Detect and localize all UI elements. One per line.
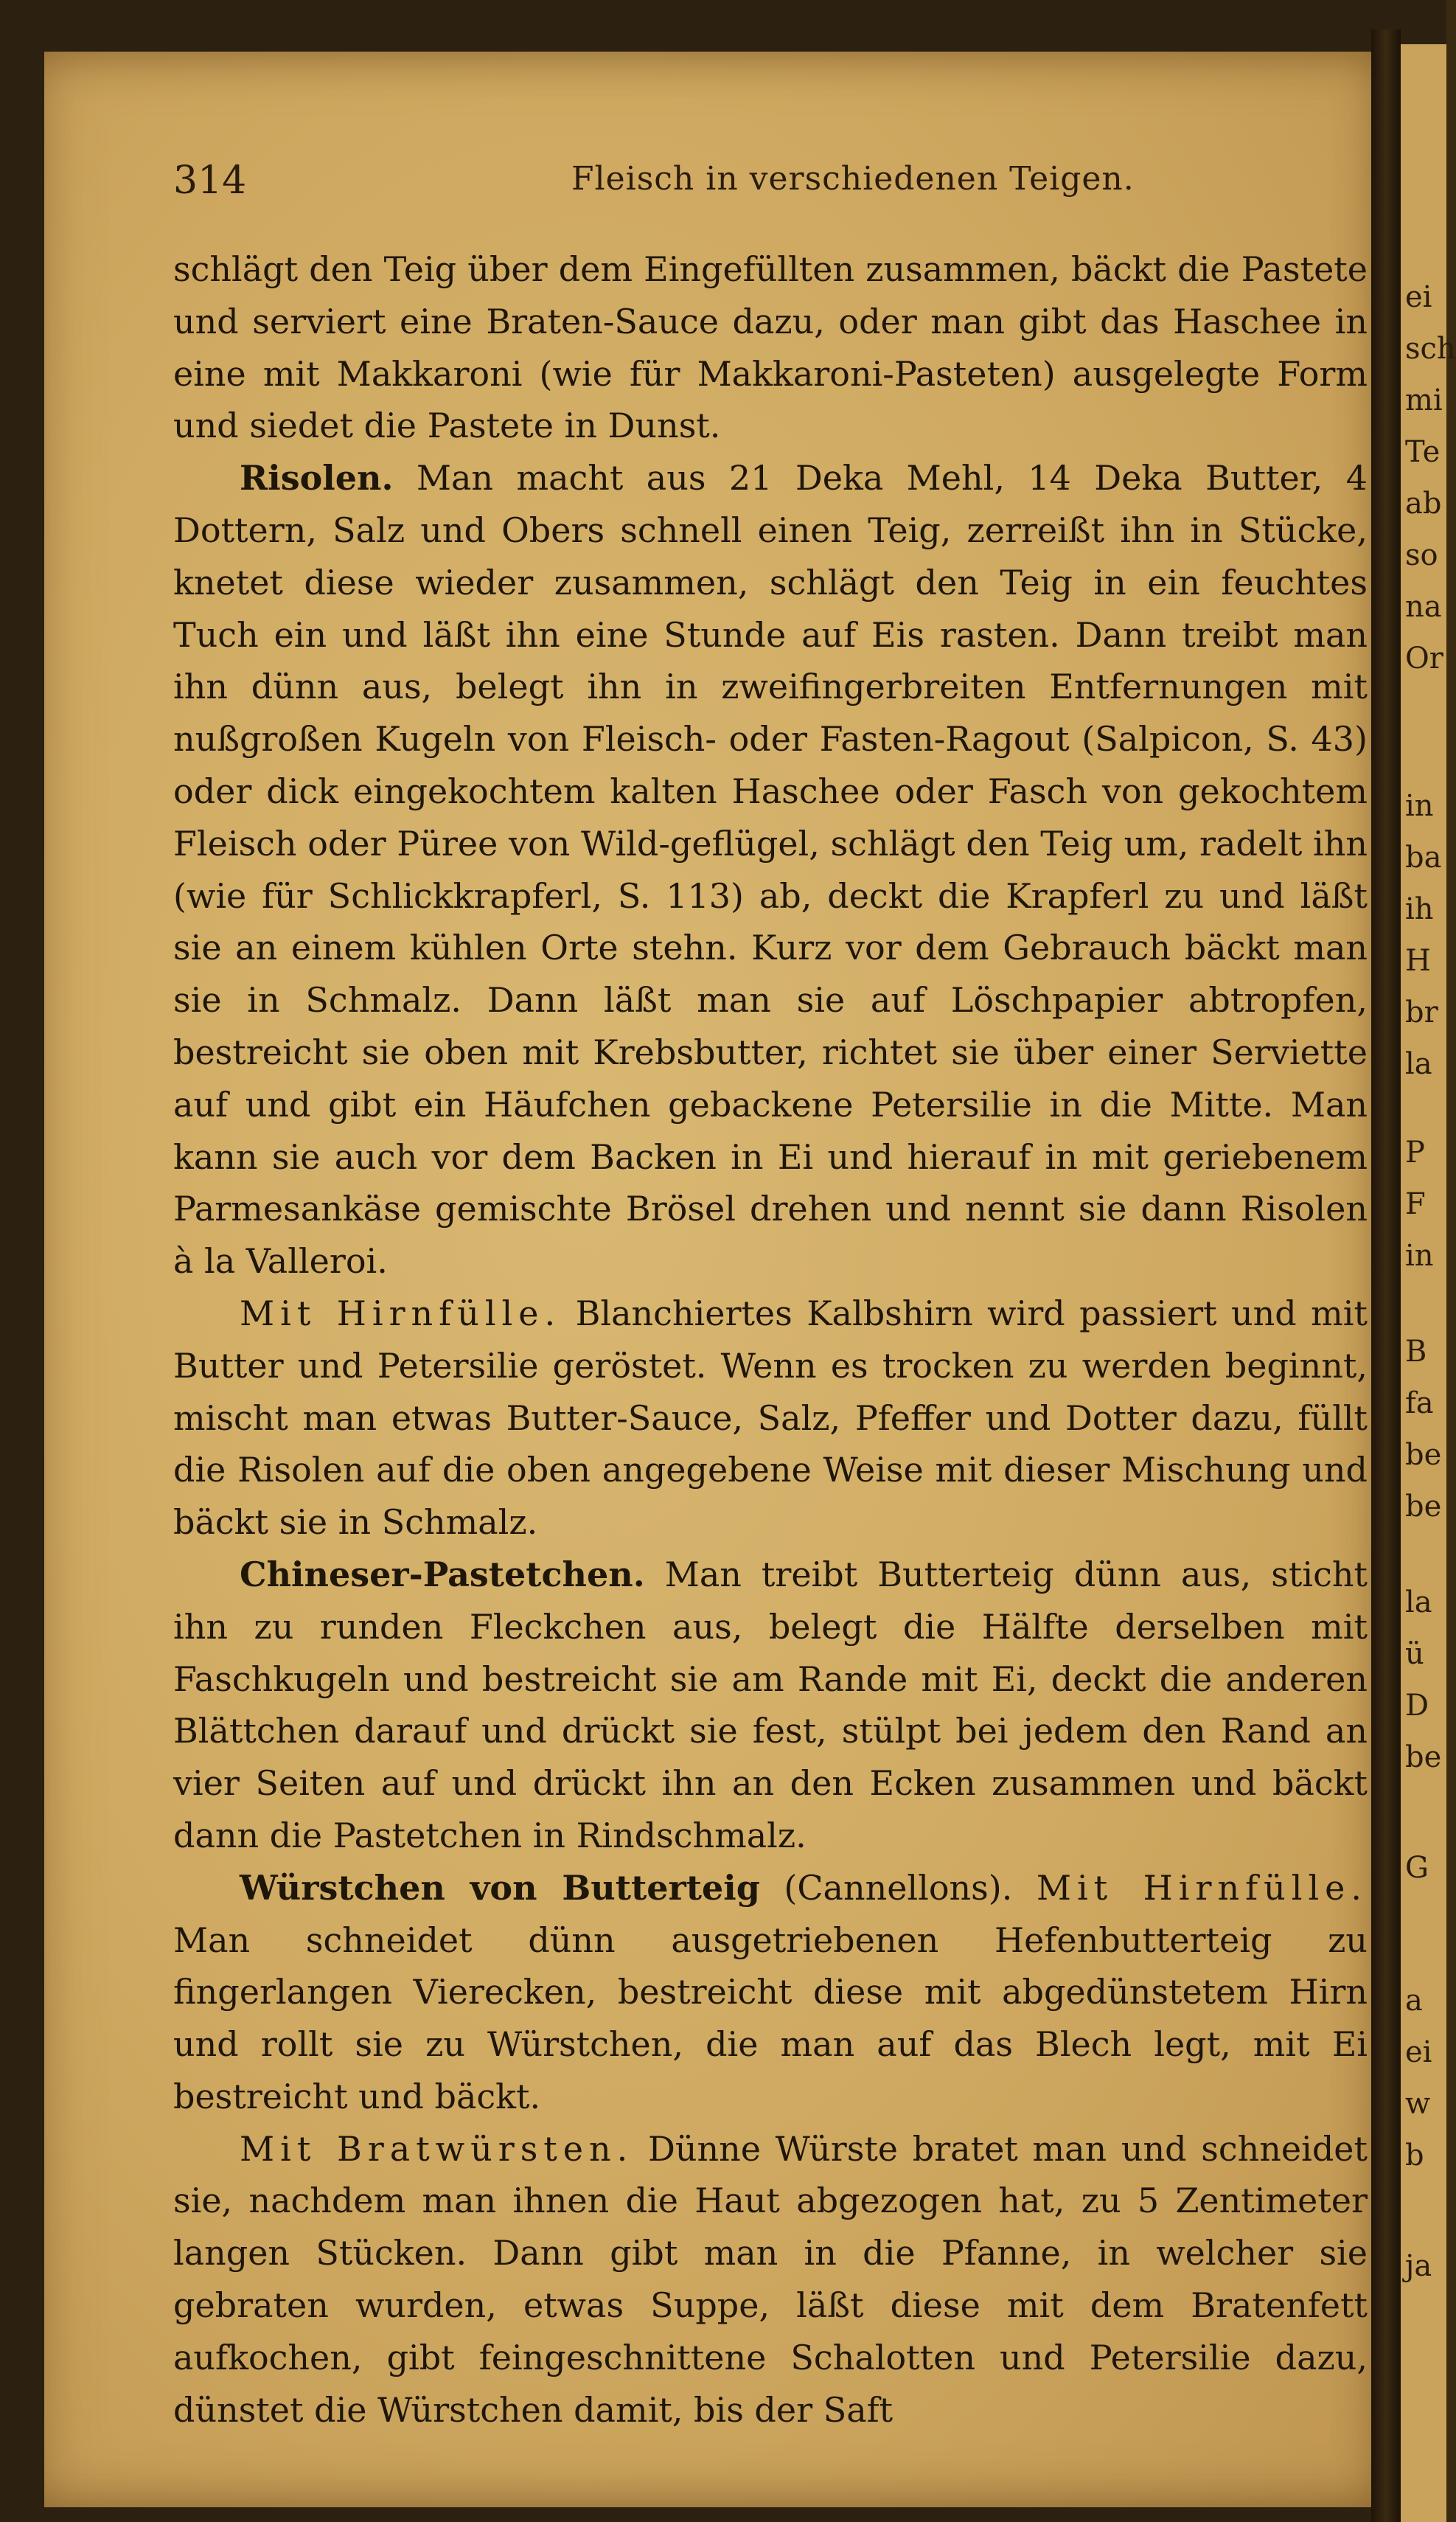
next-page-fragment: ih [1405,892,1434,926]
paragraph-risolen [173,452,1368,1288]
body-text [173,243,1368,2436]
next-page-fragment: ei [1405,2035,1432,2069]
next-page-fragment: Or [1405,642,1443,675]
variant-heading: Mit Hirnfülle. [240,1293,562,1333]
next-page-fragment: F [1405,1187,1426,1221]
next-page-fragment: P [1405,1136,1425,1170]
paragraph-text: Dünne Würste bratet man und schneidet sie, nachdem man ihnen die Haut abgezogen hat, zu 5 Zentimeter langen Stücken. Dann gibt man in die Pfanne, in welcher sie gebraten wurden, etwas Suppe, läßt diese mit dem Bratenfett aufkochen, gibt feingeschnittene Schalotten und Petersilie dazu, dünstet die Würstchen damit, bis der Saft [173,2128,1368,2430]
next-page-fragment: br [1405,996,1438,1029]
page-header [173,159,1368,210]
next-page-fragment: a [1405,1984,1423,2018]
paragraph-bratwuersten [173,2123,1368,2436]
next-page-fragment: fa [1405,1386,1434,1420]
next-page-fragment: so [1405,538,1438,572]
next-page-fragment: mi [1405,383,1443,417]
next-page-fragment: B [1405,1335,1427,1369]
recipe-heading: Chineser-Pastetchen. [240,1554,645,1594]
running-title: Fleisch in verschiedenen Teigen. [571,160,1135,198]
paragraph-wuerstchen [173,1862,1368,2123]
next-page-fragment: la [1405,1047,1432,1081]
next-page-fragment: la [1405,1585,1432,1619]
next-page-fragment: ja [1405,2249,1432,2283]
paragraph-text: Man schneidet dünn ausgetriebenen Hefenbutterteig zu fingerlangen Vierecken, bestreicht diese mit abgedünstetem Hirn und rollt sie zu Würstchen, die man auf das Blech legt, mit Ei bestreicht und bäckt. [173,1920,1368,2116]
next-page-fragment: ab [1405,487,1442,521]
next-page-fragment: H [1405,944,1431,978]
variant-heading: Mit Bratwürsten. [240,2128,634,2169]
paragraph-intro [173,243,1368,452]
next-page-fragment: in [1405,1239,1434,1273]
next-page-fragment: na [1405,590,1442,624]
paragraph-chineser [173,1549,1368,1862]
next-page-fragment: ü [1405,1637,1424,1671]
page-number: 314 [173,159,247,203]
next-page-fragment: be [1405,1490,1442,1524]
paragraph-hirnfuelle [173,1288,1368,1549]
next-page-fragment: D [1405,1689,1429,1723]
next-page-fragment: in [1405,789,1434,823]
next-page-fragment: sch [1405,332,1456,366]
variant-heading: Mit Hirnfülle. [1036,1867,1368,1908]
recipe-heading-latin: (Cannellons). [784,1867,1013,1908]
book-gutter [1371,29,1401,2522]
paragraph-text: schlägt den Teig über dem Eingefüllten zusammen, bäckt die Pastete und serviert eine Braten-Sauce dazu, oder man gibt das Haschee in eine mit Makkaroni (wie für Makkaroni-Pasteten) ausgelegte Form und siedet die Pastete in Dunst. [173,249,1368,446]
recipe-heading: Würstchen von Butterteig [240,1867,760,1908]
next-page-fragment: w [1405,2087,1431,2121]
next-page-fragment: ei [1405,280,1432,314]
next-page-fragment: be [1405,1740,1442,1774]
next-page-fragment: ba [1405,841,1442,875]
next-page-edge [1401,44,1456,2522]
paragraph-text: Blanchiertes Kalbshirn wird passiert und mit Butter und Petersilie geröstet. Wenn es trocken zu werden beginnt, mischt man etwas Butter-Sauce, Salz, Pfeffer und Dotter dazu, füllt die Risolen auf die oben angegebene Weise mit dieser Mischung und bäckt sie in Schmalz. [173,1293,1368,1543]
next-page-fragment: G [1405,1851,1429,1885]
paragraph-text: Man treibt Butterteig dünn aus, sticht ihn zu runden Fleckchen aus, belegt die Hälfte derselben mit Faschkugeln und bestreicht sie am Rande mit Ei, deckt die anderen Blättchen darauf und drückt sie fest, stülpt bei jedem den Rand an vier Seiten auf und drückt ihn an den Ecken zusammen und bäckt dann die Pastetchen in Rindschmalz. [173,1554,1368,1855]
next-page-fragment: be [1405,1438,1442,1472]
next-page-fragment: b [1405,2139,1424,2172]
recipe-heading: Risolen. [240,458,394,499]
next-page-fragment: Te [1405,435,1441,469]
paragraph-text: Man macht aus 21 Deka Mehl, 14 Deka Butter, 4 Dottern, Salz und Obers schnell einen Teig, zerreißt ihn in Stücke, knetet diese wieder zusammen, schlägt den Teig in ein feuchtes Tuch ein und läßt ihn eine Stunde auf Eis rasten. Dann treibt man ihn dünn aus, belegt ihn in zweifingerbreiten Entfernungen mit nußgroßen Kugeln von Fleisch- oder Fasten-Ragout (Salpicon, S. 43) oder dick eingekochtem kalten Haschee oder Fasch von gekochtem Fleisch oder Püree von Wild-geflügel, schlägt den Teig um, radelt ihn (wie für Schlickkrapferl, S. 113) ab, deckt die Krapferl zu und läßt sie an einem kühlen Orte stehn. Kurz vor dem Gebrauch bäckt man sie in Schmalz. Dann läßt man sie auf Löschpapier abtropfen, bestreicht sie oben mit Krebsbutter, richtet sie über einer Serviette auf und gibt ein Häufchen gebackene Petersilie in die Mitte. Man kann sie auch vor dem Backen in Ei und hierauf in mit geriebenem Parmesankäse gemischte Brösel drehen und nennt sie dann Risolen à la Valleroi. [173,458,1368,1282]
